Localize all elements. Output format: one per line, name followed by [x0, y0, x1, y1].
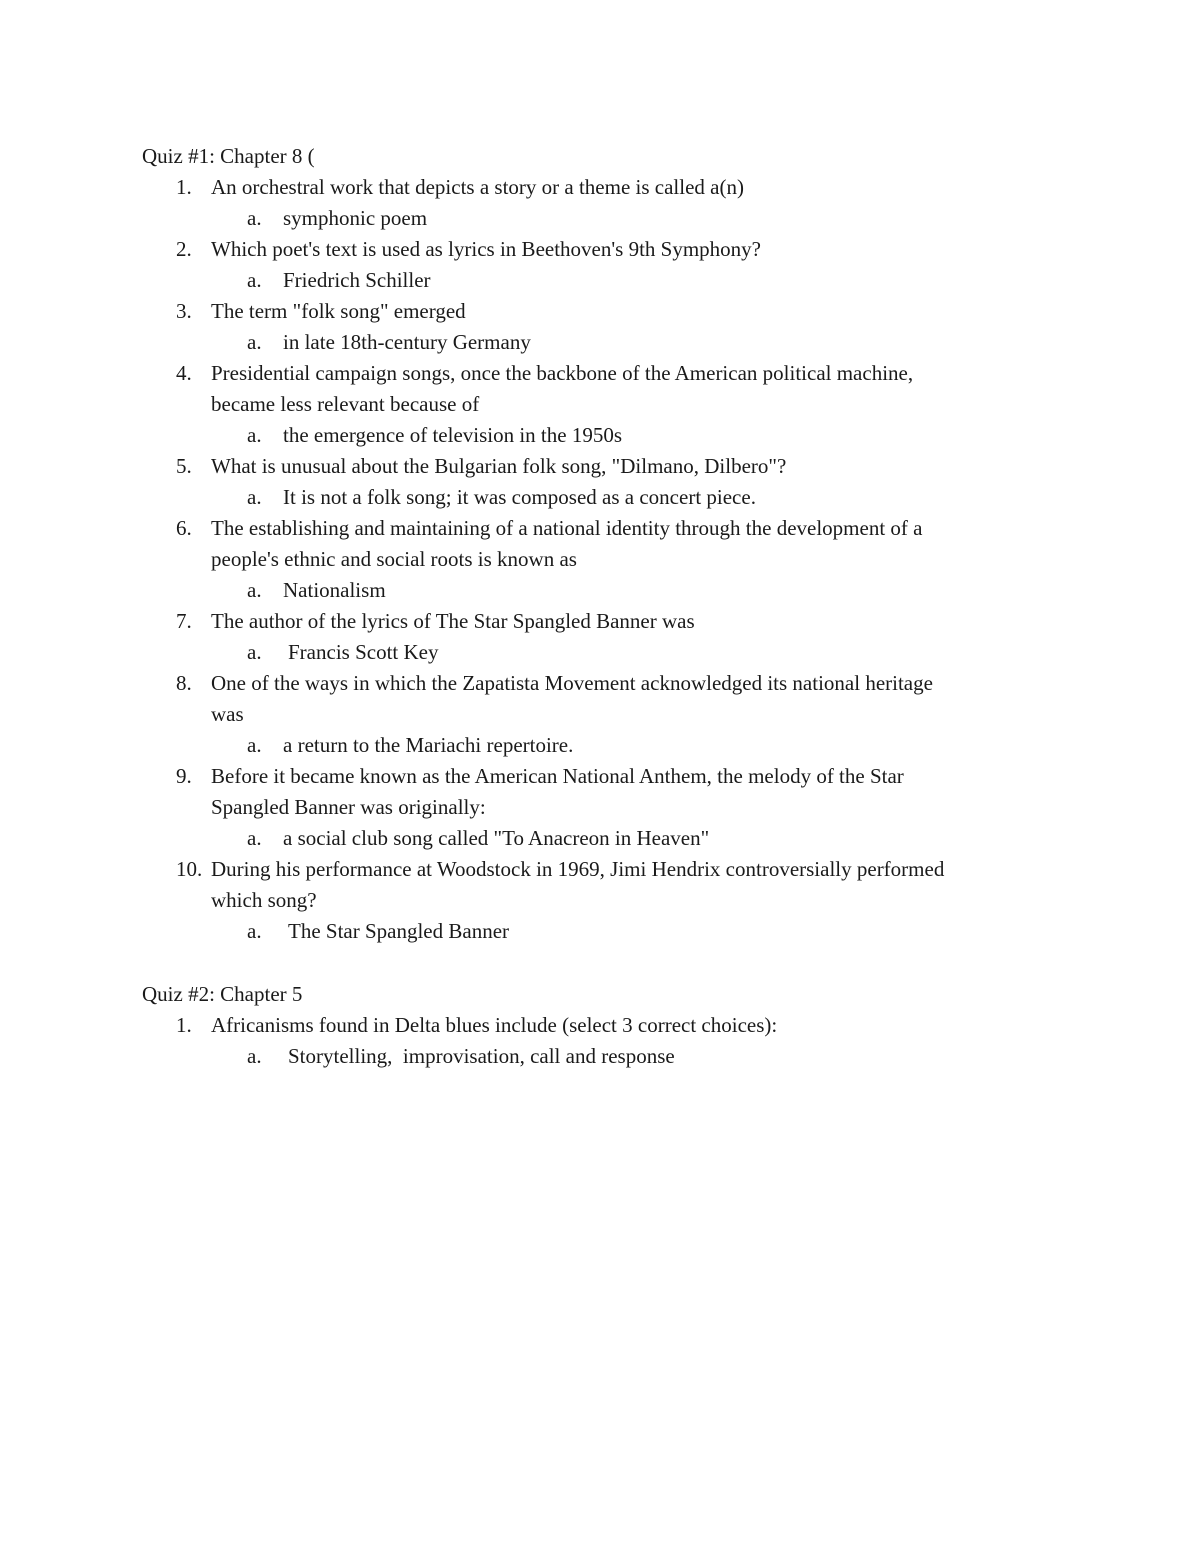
question-continuation — [142, 885, 1062, 916]
question-text: was — [211, 702, 244, 726]
question-text: Africanisms found in Delta blues include (select 3 correct choices): — [211, 1013, 778, 1037]
answer-letter: a. — [247, 919, 262, 943]
answer-item — [142, 575, 1062, 606]
question-item — [142, 172, 1062, 203]
quiz-title: Quiz #1: Chapter 8 ( — [142, 144, 315, 168]
question-number: 5. — [176, 454, 192, 478]
question-number: 1. — [176, 1013, 192, 1037]
answer-item — [142, 823, 1062, 854]
question-text: The establishing and maintaining of a national identity through the development of a — [211, 516, 923, 540]
question-item — [142, 234, 1062, 265]
answer-item — [142, 1041, 1062, 1072]
question-item — [142, 761, 1062, 792]
question-continuation — [142, 389, 1062, 420]
quiz-2 — [142, 979, 1062, 1072]
question-item — [142, 296, 1062, 327]
answer-letter: a. — [247, 423, 262, 447]
question-text: which song? — [211, 888, 317, 912]
answer-text: It is not a folk song; it was composed as a concert piece. — [283, 485, 756, 509]
answer-item — [142, 203, 1062, 234]
question-continuation — [142, 792, 1062, 823]
question-number: 8. — [176, 671, 192, 695]
answer-item — [142, 730, 1062, 761]
question-text: What is unusual about the Bulgarian folk song, "Dilmano, Dilbero"? — [211, 454, 787, 478]
question-text: During his performance at Woodstock in 1969, Jimi Hendrix controversially performed — [211, 857, 945, 881]
answer-letter: a. — [247, 826, 262, 850]
answer-letter: a. — [247, 206, 262, 230]
question-text: people's ethnic and social roots is known as — [211, 547, 577, 571]
question-number: 6. — [176, 516, 192, 540]
question-text: The term "folk song" emerged — [211, 299, 466, 323]
answer-letter: a. — [247, 485, 262, 509]
answer-text: a social club song called "To Anacreon in Heaven" — [283, 826, 710, 850]
quiz-title: Quiz #2: Chapter 5 — [142, 982, 303, 1006]
answer-letter: a. — [247, 733, 262, 757]
answer-text: symphonic poem — [283, 206, 428, 230]
answer-item — [142, 327, 1062, 358]
answer-text: a return to the Mariachi repertoire. — [283, 733, 574, 757]
question-number: 1. — [176, 175, 192, 199]
answer-item — [142, 265, 1062, 296]
question-number: 10. — [176, 857, 203, 881]
question-text: Which poet's text is used as lyrics in Beethoven's 9th Symphony? — [211, 237, 761, 261]
question-number: 2. — [176, 237, 192, 261]
answer-letter: a. — [247, 268, 262, 292]
answer-text: Nationalism — [283, 578, 386, 602]
question-text: Spangled Banner was originally: — [211, 795, 486, 819]
answer-item — [142, 420, 1062, 451]
answer-text: in late 18th-century Germany — [283, 330, 531, 354]
question-item — [142, 513, 1062, 544]
question-item — [142, 854, 1062, 885]
question-continuation — [142, 544, 1062, 575]
answer-text: Francis Scott Key — [288, 640, 439, 664]
question-number: 4. — [176, 361, 192, 385]
answer-letter: a. — [247, 640, 262, 664]
question-number: 3. — [176, 299, 192, 323]
answer-letter: a. — [247, 330, 262, 354]
answer-letter: a. — [247, 1044, 262, 1068]
answer-text: Friedrich Schiller — [283, 268, 431, 292]
question-text: The author of the lyrics of The Star Spangled Banner was — [211, 609, 695, 633]
question-item — [142, 606, 1062, 637]
answer-text: The Star Spangled Banner — [288, 919, 510, 943]
quiz-1 — [142, 141, 1062, 947]
answer-text: Storytelling, improvisation, call and response — [288, 1044, 675, 1068]
question-text: One of the ways in which the Zapatista Movement acknowledged its national heritage — [211, 671, 933, 695]
answer-letter: a. — [247, 578, 262, 602]
question-number: 7. — [176, 609, 192, 633]
answer-text: the emergence of television in the 1950s — [283, 423, 623, 447]
question-item — [142, 451, 1062, 482]
answer-item — [142, 637, 1062, 668]
question-text: An orchestral work that depicts a story or a theme is called a(n) — [211, 175, 744, 199]
question-item — [142, 668, 1062, 699]
question-text: became less relevant because of — [211, 392, 480, 416]
answer-item — [142, 482, 1062, 513]
question-item — [142, 1010, 1062, 1041]
question-text: Presidential campaign songs, once the backbone of the American political machine, — [211, 361, 914, 385]
question-continuation — [142, 699, 1062, 730]
question-item — [142, 358, 1062, 389]
question-number: 9. — [176, 764, 192, 788]
question-text: Before it became known as the American National Anthem, the melody of the Star — [211, 764, 904, 788]
answer-item — [142, 916, 1062, 947]
